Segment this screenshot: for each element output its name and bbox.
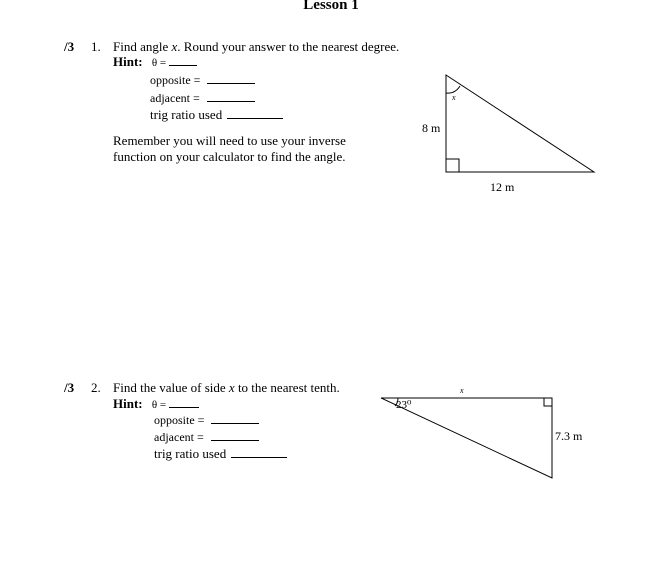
q2-trig-row: trig ratio used xyxy=(154,446,287,462)
q1-side-horizontal: 12 m xyxy=(490,180,515,194)
q1-remember-line-2: function on your calculator to find the angle. xyxy=(113,149,346,164)
q1-side-vertical: 8 m xyxy=(422,121,441,135)
q2-right-angle-mark xyxy=(544,398,552,406)
q2-hint: Hint: θ = xyxy=(113,396,199,412)
q1-marks: /3 xyxy=(64,39,75,54)
q2-triangle xyxy=(381,386,583,478)
q2-opposite-row: opposite = xyxy=(154,412,259,428)
q2-side-vertical: 7.3 m xyxy=(555,429,583,443)
q1-prompt: Find angle x. Round your answer to the nearest degree. xyxy=(113,39,400,54)
q1-right-angle-mark xyxy=(446,159,459,172)
q1-remember-line-1: Remember you will need to use your inverse xyxy=(113,133,346,148)
q2-adjacent-row: adjacent = xyxy=(154,429,259,445)
q1-number: 1. xyxy=(91,39,101,54)
q2-marks: /3 xyxy=(64,380,75,395)
q2-number: 2. xyxy=(91,380,101,395)
q2-angle-label: 23⁰ xyxy=(396,399,412,411)
q2-prompt: Find the value of side x to the nearest tenth. xyxy=(113,380,340,395)
q1-triangle-outline xyxy=(446,75,594,172)
q2-side-var: x xyxy=(460,386,464,395)
q1-hint: Hint: θ = xyxy=(113,54,197,70)
q1-triangle xyxy=(422,75,594,194)
q1-trig-row: trig ratio used xyxy=(150,107,283,123)
q1-opposite-row: opposite = xyxy=(150,72,255,88)
q1-angle-var: x xyxy=(452,93,456,102)
lesson-title: Lesson 1 xyxy=(303,0,359,13)
q1-adjacent-row: adjacent = xyxy=(150,90,255,106)
